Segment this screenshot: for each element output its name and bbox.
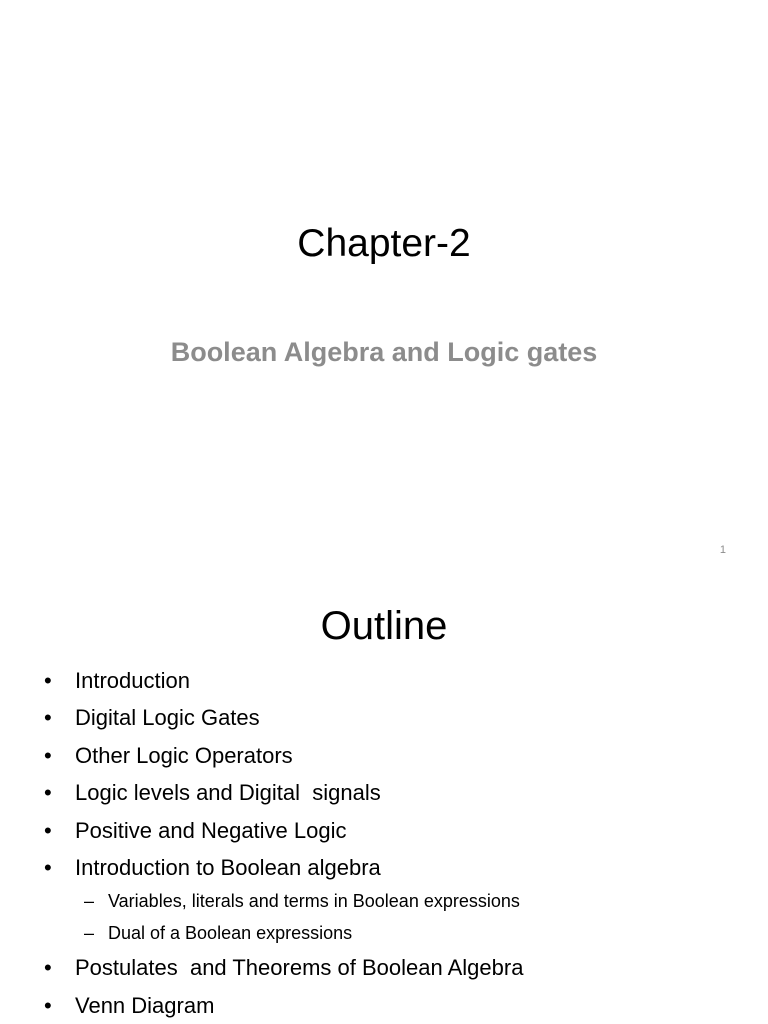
list-item-label: Other Logic Operators — [75, 742, 293, 768]
sub-list-item-label: Variables, literals and terms in Boolean expressions — [108, 891, 520, 912]
list-item — [44, 849, 744, 886]
dash-icon: – — [84, 922, 95, 943]
bullet-icon: • — [44, 780, 52, 806]
list-item-label: Introduction to Boolean algebra — [75, 854, 381, 880]
list-item-label: Venn Diagram — [75, 992, 215, 1018]
list-item-label: Introduction — [75, 668, 190, 693]
bullet-icon: • — [44, 742, 52, 768]
list-item-label: Digital Logic Gates — [75, 705, 260, 731]
bullet-icon: • — [44, 817, 52, 843]
outline-title: Outline — [320, 604, 448, 648]
list-item — [44, 737, 744, 774]
sub-list-item — [44, 886, 744, 918]
list-item — [44, 662, 744, 699]
bullet-icon: • — [44, 992, 52, 1018]
sub-list-item-label: Dual of a Boolean expressions — [108, 922, 353, 943]
list-item — [44, 699, 744, 736]
list-item — [44, 987, 744, 1024]
bullet-icon: • — [44, 955, 52, 981]
outline-list — [44, 662, 744, 1024]
bullet-icon: • — [44, 854, 52, 880]
list-item — [44, 812, 744, 849]
list-item — [44, 949, 744, 986]
list-item-label: Postulates and Theorems of Boolean Algebra — [75, 955, 524, 981]
bullet-icon: • — [44, 705, 52, 731]
slide-title: Chapter-2 — [297, 222, 471, 265]
slide-number: 1 — [719, 544, 726, 556]
bullet-icon: • — [44, 668, 52, 693]
sub-list-item — [44, 918, 744, 950]
list-item — [44, 774, 744, 811]
slide-subtitle: Boolean Algebra and Logic gates — [170, 337, 598, 367]
list-item-label: Logic levels and Digital signals — [75, 780, 381, 806]
list-item-label: Positive and Negative Logic — [75, 817, 347, 843]
outline-slide — [0, 576, 768, 1024]
dash-icon: – — [84, 891, 95, 912]
